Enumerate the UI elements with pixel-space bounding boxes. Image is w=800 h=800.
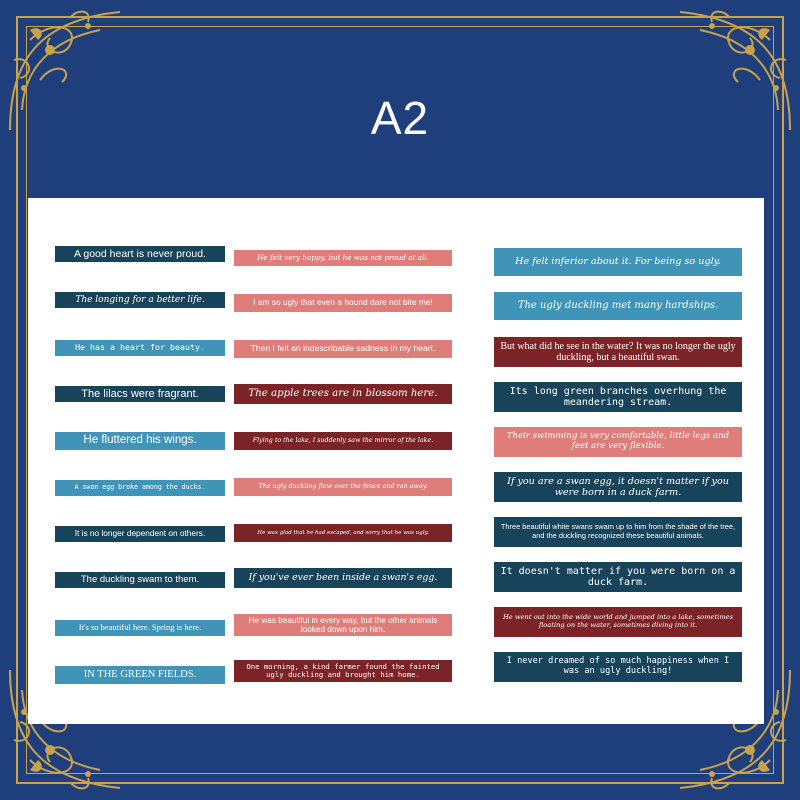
sticker-label: But what did he see in the water? It was no longer the ugly duckling, but a beautiful swan. bbox=[494, 337, 742, 367]
sticker-label: The longing for a better life. bbox=[55, 292, 225, 308]
sticker-label: Three beautiful white swans swam up to him from the shade of the tree, and the duckling recognized these beautiful animals. bbox=[494, 517, 742, 547]
sticker-label: He felt very happy, but he was not proud at all. bbox=[234, 250, 452, 266]
sticker-label: The lilacs were fragrant. bbox=[55, 386, 225, 402]
sticker-label: The ugly duckling flew over the fence and ran away. bbox=[234, 478, 452, 496]
sticker-label: IN THE GREEN FIELDS. bbox=[55, 666, 225, 684]
sticker-label: It doesn't matter if you were born on a duck farm. bbox=[494, 562, 742, 592]
sticker-label: I never dreamed of so much happiness when I was an ugly duckling! bbox=[494, 652, 742, 682]
sticker-label: He was beautiful in every way, but the other animals looked down upon him. bbox=[234, 614, 452, 636]
sticker-sheet bbox=[28, 198, 764, 724]
sticker-label: One morning, a kind farmer found the fainted ugly duckling and brought him home. bbox=[234, 660, 452, 682]
sticker-label: If you've ever been inside a swan's egg. bbox=[234, 568, 452, 588]
page-title: A2 bbox=[370, 92, 430, 144]
sticker-label: If you are a swan egg, it doesn't matter if you were born in a duck farm. bbox=[494, 472, 742, 502]
sticker-label: He has a heart for beauty. bbox=[55, 340, 225, 356]
sticker-label: The duckling swam to them. bbox=[55, 572, 225, 588]
sticker-label: Their swimming is very comfortable, little legs and feet are very flexible. bbox=[494, 427, 742, 457]
sticker-label: The apple trees are in blossom here. bbox=[234, 384, 452, 404]
sticker-label: He went out into the wide world and jumped into a lake, sometimes floating on the water, sometimes diving into it. bbox=[494, 607, 742, 637]
sticker-label: Its long green branches overhung the meandering stream. bbox=[494, 382, 742, 412]
sticker-label: He was glad that he had escaped, and sorry that he was ugly. bbox=[234, 524, 452, 542]
sticker-label: Then I felt an indescribable sadness in my heart. bbox=[234, 340, 452, 358]
sticker-label: It is no longer dependent on others. bbox=[55, 526, 225, 542]
sticker-label: He felt inferior about it. For being so ugly. bbox=[494, 248, 742, 276]
sticker-label: Flying to the lake, I suddenly saw the mirror of the lake. bbox=[234, 432, 452, 450]
sticker-label: The ugly duckling met many hardships. bbox=[494, 292, 742, 320]
sticker-label: He fluttered his wings. bbox=[55, 432, 225, 450]
sticker-label: I am so ugly that even a hound dare not bite me! bbox=[234, 294, 452, 312]
sticker-label: A swan egg broke among the ducks. bbox=[55, 480, 225, 496]
sticker-label: A good heart is never proud. bbox=[55, 246, 225, 262]
sticker-label: It's so beautiful here. Spring is here. bbox=[55, 620, 225, 636]
